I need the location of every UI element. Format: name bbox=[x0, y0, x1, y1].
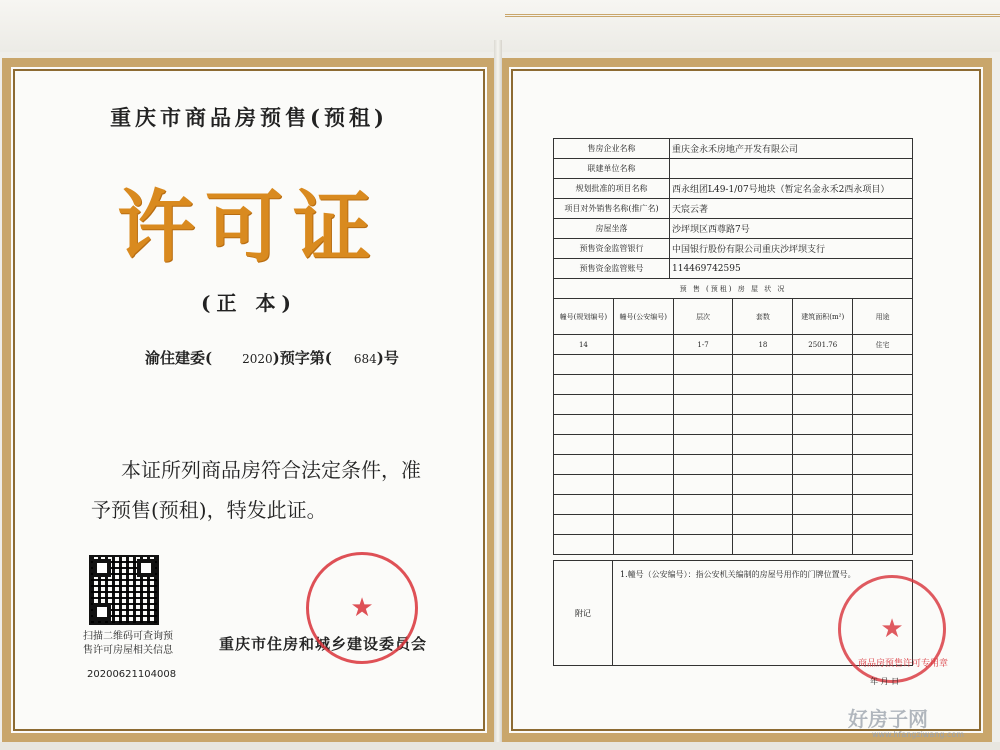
info-label: 项目对外销售名称(推广名) bbox=[554, 199, 670, 219]
table-cell bbox=[853, 395, 913, 415]
site-watermark-url: www.hfangziwang.com bbox=[872, 730, 965, 739]
table-cell bbox=[554, 355, 614, 375]
info-row bbox=[554, 259, 913, 279]
table-cell bbox=[673, 415, 733, 435]
table-cell bbox=[554, 475, 614, 495]
info-label: 房屋坐落 bbox=[554, 219, 670, 239]
info-value: 中国银行股份有限公司重庆沙坪坝支行 bbox=[670, 239, 913, 259]
table-cell bbox=[793, 435, 853, 455]
top-border-band bbox=[505, 0, 1000, 17]
table-row bbox=[554, 475, 913, 495]
table-cell bbox=[613, 455, 673, 475]
table-cell bbox=[793, 475, 853, 495]
table-cell bbox=[733, 355, 793, 375]
table-cell bbox=[853, 515, 913, 535]
table-cell bbox=[613, 495, 673, 515]
table-cell bbox=[613, 375, 673, 395]
table-cell bbox=[673, 515, 733, 535]
info-row bbox=[554, 139, 913, 159]
table-row bbox=[554, 435, 913, 455]
table-cell bbox=[673, 355, 733, 375]
info-value: 沙坪坝区西尊路7号 bbox=[670, 219, 913, 239]
license-suffix: )号 bbox=[376, 349, 399, 367]
table-cell bbox=[673, 455, 733, 475]
info-label: 规划批准的项目名称 bbox=[554, 179, 670, 199]
table-cell bbox=[613, 515, 673, 535]
table-cell bbox=[554, 535, 614, 555]
info-row bbox=[554, 159, 913, 179]
table-cell bbox=[673, 395, 733, 415]
table-cell bbox=[673, 535, 733, 555]
table-cell bbox=[673, 475, 733, 495]
info-row bbox=[554, 179, 913, 199]
table-cell bbox=[733, 515, 793, 535]
column-header: 套数 bbox=[733, 299, 793, 335]
table-cell bbox=[853, 475, 913, 495]
table-cell bbox=[733, 495, 793, 515]
star-icon: ★ bbox=[350, 593, 374, 623]
official-seal-left bbox=[306, 552, 418, 664]
table-cell bbox=[613, 395, 673, 415]
qr-corner bbox=[93, 603, 111, 621]
info-value: 天宸云著 bbox=[670, 199, 913, 219]
column-header: 幢号(规划编号) bbox=[554, 299, 614, 335]
table-row bbox=[554, 495, 913, 515]
table-cell bbox=[793, 375, 853, 395]
table-cell bbox=[673, 435, 733, 455]
info-label: 预售资金监管银行 bbox=[554, 239, 670, 259]
column-header: 层次 bbox=[673, 299, 733, 335]
table-cell bbox=[554, 415, 614, 435]
table-cell bbox=[793, 355, 853, 375]
table-cell bbox=[853, 435, 913, 455]
license-prefix: 渝住建委( bbox=[145, 349, 213, 367]
appendix-note: 1.幢号（公安编号）：指公安机关编制的房屋号用作的门牌位置号。 bbox=[620, 570, 856, 579]
info-row bbox=[554, 199, 913, 219]
status-header-row bbox=[554, 299, 913, 335]
body-line-1: 本证所列商品房符合法定条件，准 bbox=[121, 458, 421, 482]
info-label: 预售资金监管账号 bbox=[554, 259, 670, 279]
table-cell bbox=[613, 475, 673, 495]
table-row bbox=[554, 455, 913, 475]
table-row bbox=[554, 335, 913, 355]
qr-caption: 扫描二维码可查询预售许可房屋相关信息 bbox=[83, 631, 173, 656]
table-row bbox=[554, 375, 913, 395]
table-cell bbox=[554, 515, 614, 535]
table-cell bbox=[853, 355, 913, 375]
table-cell: 14 bbox=[554, 335, 614, 355]
table-cell bbox=[853, 415, 913, 435]
qr-code-icon[interactable] bbox=[89, 555, 159, 625]
table-cell bbox=[673, 375, 733, 395]
qr-corner bbox=[137, 559, 155, 577]
left-content bbox=[11, 67, 487, 733]
copy-type: (正 本) bbox=[201, 291, 297, 315]
issuer-name: 重庆市住房和城乡建设委员会 bbox=[219, 635, 428, 653]
date-caption: 年 月 日 bbox=[870, 677, 900, 686]
appendix-label: 附记 bbox=[554, 561, 613, 665]
table-row bbox=[554, 535, 913, 555]
table-row bbox=[554, 395, 913, 415]
table-cell: 1-7 bbox=[673, 335, 733, 355]
info-label: 联建单位名称 bbox=[554, 159, 670, 179]
table-cell bbox=[554, 375, 614, 395]
book-spine bbox=[494, 40, 502, 745]
table-cell bbox=[613, 415, 673, 435]
table-cell bbox=[853, 495, 913, 515]
bottom-edge bbox=[0, 742, 1000, 750]
table-cell bbox=[554, 495, 614, 515]
housing-status-table bbox=[553, 298, 913, 555]
table-cell bbox=[613, 355, 673, 375]
info-value bbox=[670, 159, 913, 179]
table-cell bbox=[733, 395, 793, 415]
table-cell bbox=[733, 375, 793, 395]
section-title: 预 售 (预租) 房 屋 状 况 bbox=[553, 278, 913, 298]
license-year: 2020 bbox=[242, 352, 273, 366]
info-value: 重庆金永禾房地产开发有限公司 bbox=[670, 139, 913, 159]
table-cell: 2501.76 bbox=[793, 335, 853, 355]
certificate-big-title: 许可证 bbox=[116, 182, 381, 273]
info-value: 114469742595 bbox=[670, 259, 913, 279]
column-header: 幢号(公安编号) bbox=[613, 299, 673, 335]
column-header: 用途 bbox=[853, 299, 913, 335]
table-cell bbox=[733, 435, 793, 455]
info-row bbox=[554, 219, 913, 239]
table-cell bbox=[613, 535, 673, 555]
table-row bbox=[554, 355, 913, 375]
info-label: 售房企业名称 bbox=[554, 139, 670, 159]
license-mid: )预字第( bbox=[272, 349, 332, 367]
license-number bbox=[145, 347, 399, 368]
seal-caption: 商品房预售许可专用章 bbox=[858, 659, 949, 669]
table-cell bbox=[853, 375, 913, 395]
table-row bbox=[554, 415, 913, 435]
table-cell: 18 bbox=[733, 335, 793, 355]
table-cell bbox=[793, 515, 853, 535]
table-row bbox=[554, 515, 913, 535]
project-info-table bbox=[553, 138, 913, 279]
info-value: 西永组团L49-1/07号地块（暂定名金永禾2西永项目） bbox=[670, 179, 913, 199]
certificate-body bbox=[91, 450, 481, 530]
table-cell bbox=[793, 415, 853, 435]
license-num: 684 bbox=[353, 352, 377, 366]
body-line-2: 予预售(预租)，特发此证。 bbox=[91, 498, 327, 522]
column-header: 建筑面积(m²) bbox=[793, 299, 853, 335]
table-cell bbox=[613, 435, 673, 455]
qr-corner bbox=[93, 559, 111, 577]
table-cell bbox=[733, 455, 793, 475]
table-cell bbox=[554, 455, 614, 475]
table-cell bbox=[793, 535, 853, 555]
table-cell bbox=[793, 395, 853, 415]
table-cell bbox=[554, 435, 614, 455]
table-cell bbox=[733, 475, 793, 495]
table-cell bbox=[613, 335, 673, 355]
table-cell bbox=[793, 495, 853, 515]
site-watermark: 好房子网 bbox=[848, 707, 928, 731]
table-cell: 住宅 bbox=[853, 335, 913, 355]
table-cell bbox=[673, 495, 733, 515]
serial-number: 20200621104008 bbox=[87, 669, 177, 680]
star-icon: ★ bbox=[880, 614, 904, 644]
table-cell bbox=[793, 455, 853, 475]
table-cell bbox=[853, 455, 913, 475]
table-cell bbox=[853, 535, 913, 555]
certificate-heading: 重庆市商品房预售(预租) bbox=[110, 105, 388, 130]
table-cell bbox=[554, 395, 614, 415]
table-cell bbox=[733, 535, 793, 555]
info-row bbox=[554, 239, 913, 259]
table-cell bbox=[733, 415, 793, 435]
